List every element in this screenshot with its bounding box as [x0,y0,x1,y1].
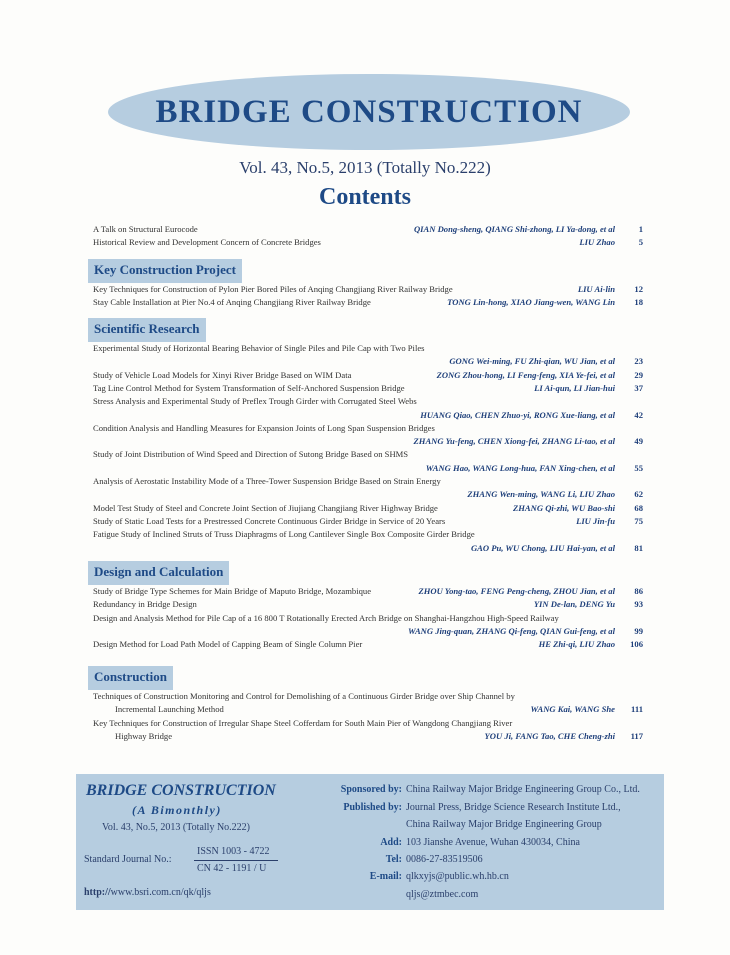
toc-entry[interactable] [93,585,643,598]
toc-entry[interactable] [93,717,643,730]
toc-entry-authors: LIU Zhao [579,237,615,248]
toc-entry[interactable] [93,435,643,448]
toc-entry-title: Tag Line Control Method for System Transformation of Self-Anchored Suspension Bridge [93,382,405,393]
toc-entry[interactable] [93,283,643,296]
masthead-box [76,774,664,910]
section-heading: Construction [88,666,173,690]
toc-entry-authors: LI Ai-qun, LI Jian-hui [534,382,615,393]
toc-entry-title: Key Techniques for Construction of Irregular Shape Steel Cofferdam for South Main Pier of Wangdong Changjiang River [93,717,513,728]
toc-entry[interactable] [93,703,643,716]
toc-entry-title: Highway Bridge [115,730,173,741]
toc-entry-authors: ZHANG Qi-zhi, WU Bao-shi [512,502,615,513]
toc-entry-title: Condition Analysis and Handling Measures for Expansion Joints of Long Span Suspension Bridges [93,422,435,433]
toc-entry-authors: WANG Hao, WANG Long-hua, FAN Xing-chen, et al [425,462,615,473]
address-value: 103 Jianshe Avenue, Wuhan 430034, China [406,837,580,848]
toc-entry-page: 1 [638,224,643,234]
contents-heading: Contents [318,184,411,210]
toc-entry[interactable] [93,638,643,651]
toc-entry-title: Stay Cable Installation at Pier No.4 of Anqing Changjiang River Railway Bridge [93,297,371,308]
published-value-1: Journal Press, Bridge Science Research Institute Ltd., [406,802,621,813]
journal-title: BRIDGE CONSTRUCTION [155,93,583,130]
toc-entry-title: Redundancy in Bridge Design [93,599,197,610]
toc-entry-page: 55 [634,462,643,473]
published-value-2: China Railway Major Bridge Engineering Group [406,819,602,830]
email-value-2[interactable]: qljs@ztmbec.com [406,889,479,900]
toc-entry-page: 49 [634,436,643,447]
toc-entry[interactable] [93,528,643,541]
toc-entry-page: 93 [634,599,643,610]
toc-entry[interactable] [93,382,643,395]
toc-entry[interactable] [93,223,643,236]
toc-entry[interactable] [93,355,643,368]
email-label: E-mail: [369,871,402,882]
toc-entry-page: 99 [634,625,643,636]
toc-entry[interactable] [93,409,643,422]
toc-entry-title: Techniques of Construction Monitoring and Control for Demolishing of a Continuous Girder Bridge over Ship Channel by [93,691,515,701]
toc-entry-authors: LIU Jin-fu [576,515,615,526]
toc-entry[interactable] [93,296,643,309]
toc-entry[interactable] [93,475,643,488]
toc-entry-authors: YIN De-lan, DENG Yu [533,599,615,610]
toc-entry[interactable] [93,625,643,638]
toc-entry[interactable] [93,542,643,555]
toc-entry-title: Incremental Launching Method [115,704,224,715]
toc-entry[interactable] [93,502,643,515]
toc-entry[interactable] [93,462,643,475]
toc-entry-title: Historical Review and Development Concern of Concrete Bridges [93,237,321,248]
toc-entry-title: Analysis of Aerostatic Instability Mode of a Three-Tower Suspension Bridge Based on Strain Energy [93,476,441,486]
toc-entry-page: 18 [634,297,643,308]
toc-entry-title: Study of Vehicle Load Models for Xinyi River Bridge Based on WIM Data [93,369,352,380]
toc-entry-page: 86 [634,586,643,596]
tel-label: Tel: [385,854,402,865]
toc-entry-page: 42 [634,409,643,420]
toc-entry[interactable] [93,422,643,435]
toc-entry-title: Study of Static Load Tests for a Prestressed Concrete Continuous Girder Bridge in Service of 20 Years [93,515,446,526]
toc-entry[interactable] [93,612,643,625]
toc-entry-authors: LIU Ai-lin [577,284,615,294]
toc-entry[interactable] [93,488,643,501]
standard-journal-label: Standard Journal No.: [84,854,172,865]
toc-entry[interactable] [93,395,643,408]
toc-entry-page: 117 [630,730,643,741]
toc-entry-authors: GAO Pu, WU Chong, LIU Hai-yan, et al [470,542,615,553]
toc-entry-title: Stress Analysis and Experimental Study of Preflex Trough Girder with Corrugated Steel Webs [93,396,417,407]
toc-entry-authors: ZHANG Yu-feng, CHEN Xiong-fei, ZHANG Li-tao, et al [413,436,615,447]
toc-entry-title: Study of Bridge Type Schemes for Main Bridge of Maputo Bridge, Mozambique [93,586,372,596]
toc-entry-authors: HUANG Qiao, CHEN Zhuo-yi, RONG Xue-liang, et al [420,409,615,420]
toc-entry-page: 81 [634,542,643,553]
section-heading: Scientific Research [88,318,206,342]
sponsored-label: Sponsored by: [340,784,402,795]
toc-entry[interactable] [93,236,643,249]
toc-entry-page: 23 [634,356,643,367]
toc-entry-page: 5 [638,237,643,248]
toc-entry[interactable] [93,690,643,703]
toc-entry[interactable] [93,448,643,461]
toc-entry-title: Experimental Study of Horizontal Bearing Behavior of Single Piles and Pile Cap with Two Piles [93,343,425,353]
toc-entry-authors: ZHANG Wen-ming, WANG Li, LIU Zhao [467,489,615,500]
email-value-1[interactable]: qlkxyjs@public.wh.hb.cn [406,871,509,882]
section-heading: Key Construction Project [88,259,242,283]
toc-entry-title: Design Method for Load Path Model of Capping Beam of Single Column Pier [93,639,363,650]
toc-entry-page: 37 [634,382,643,393]
cn-number: CN 42 - 1191 / U [197,863,267,874]
published-label: Published by: [343,802,402,813]
toc-entry-page: 68 [634,502,643,513]
toc-entry-authors: WANG Jing-quan, ZHANG Qi-feng, QIAN Gui-feng, et al [407,625,615,636]
toc-entry-authors: GONG Wei-ming, FU Zhi-qian, WU Jian, et al [449,356,615,367]
address-label: Add: [380,837,402,848]
toc-entry-page: 62 [634,489,643,500]
issn: ISSN 1003 - 4722 [197,846,270,857]
toc-entry[interactable] [93,342,643,355]
toc-entry[interactable] [93,730,643,743]
toc-entry-title: A Talk on Structural Eurocode [93,224,198,234]
toc-entry-title: Model Test Study of Steel and Concrete Joint Section of Jiujiang Changjiang River Highway Bridge [93,502,438,513]
toc-entry-page: 111 [631,704,643,715]
toc-entry-page: 75 [634,515,643,526]
toc-entry-page: 29 [634,369,643,380]
tel-value: 0086-27-83519506 [406,854,483,865]
section-heading: Design and Calculation [88,561,229,585]
toc-entry-title: Fatigue Study of Inclined Struts of Truss Diaphragms of Long Cantilever Single Box Composite Girder Bridge [93,529,475,540]
toc-entry[interactable] [93,598,643,611]
masthead-subtitle: (A Bimonthly) [132,803,222,817]
toc-entry-authors: TONG Lin-hong, XIAO Jiang-wen, WANG Lin [447,297,615,308]
website[interactable]: http://www.bsri.com.cn/qk/qljs [84,887,211,898]
masthead-issue: Vol. 43, No.5, 2013 (Totally No.222) [102,822,250,833]
toc-entry-title: Study of Joint Distribution of Wind Speed and Direction of Sutong Bridge Based on SHMS [93,449,409,460]
toc-entry-authors: ZHOU Yong-tao, FENG Peng-cheng, ZHOU Jian, et al [418,586,615,596]
toc-entry-title: Design and Analysis Method for Pile Cap of a 16 800 T Rotationally Erected Arch Bridge on Shanghai-Hangzhou High-Speed Railway [93,612,559,623]
issn-divider [194,860,278,861]
toc-entry-page: 12 [634,284,643,294]
toc-entry[interactable] [93,515,643,528]
masthead-title: BRIDGE CONSTRUCTION [86,782,276,799]
toc-entry-authors: ZONG Zhou-hong, LI Feng-feng, XIA Ye-fei, et al [436,369,615,380]
toc-entry-page: 106 [630,639,643,650]
toc-entry-title: Key Techniques for Construction of Pylon Pier Bored Piles of Anqing Changjiang River Railway Bridge [93,284,453,294]
journal-title-banner [108,74,630,150]
toc-entry-authors: HE Zhi-qi, LIU Zhao [538,639,615,650]
toc-entry-authors: WANG Kai, WANG She [530,704,615,715]
toc-entry-authors: YOU Ji, FANG Tao, CHE Cheng-zhi [484,730,615,741]
issue-line: Vol. 43, No.5, 2013 (Totally No.222) [239,158,491,177]
sponsored-value: China Railway Major Bridge Engineering Group Co., Ltd. [406,784,640,795]
toc-entry-authors: QIAN Dong-sheng, QIANG Shi-zhong, LI Ya-dong, et al [413,224,615,234]
toc-entry[interactable] [93,369,643,382]
